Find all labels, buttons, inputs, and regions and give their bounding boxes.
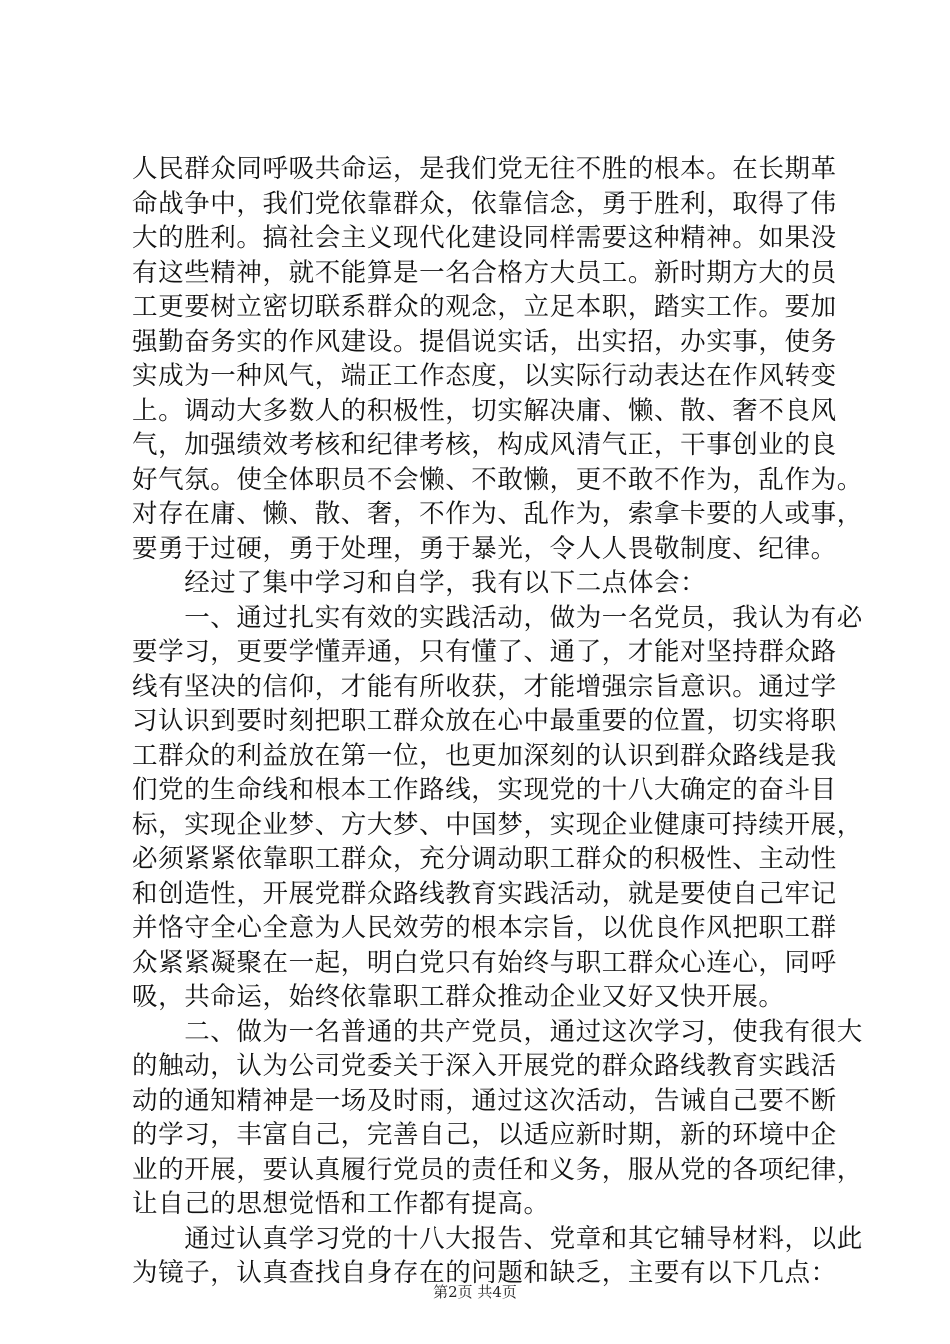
text-line: 吸，共命运，始终依靠职工群众推动企业又好又快开展。 bbox=[132, 982, 785, 1012]
text-line: 业的开展，要认真履行党员的责任和义务，服从党的各项纪律， bbox=[132, 1154, 863, 1185]
text-line: 二、做为一名普通的共产党员，通过这次学习，使我有很大 bbox=[132, 1016, 863, 1047]
text-line: 对存在庸、懒、散、奢，不作为、乱作为，索拿卡要的人或事， bbox=[132, 499, 863, 529]
text-line: 强勤奋务实的作风建设。提倡说实话，出实招，办实事，使务 bbox=[132, 326, 837, 357]
text-line: 的学习，丰富自己，完善自己，以适应新时期，新的环境中企 bbox=[132, 1120, 837, 1150]
text-line: 要学习，更要学懂弄通，只有懂了、通了，才能对坚持群众路 bbox=[132, 637, 837, 667]
text-line: 的触动，认为公司党委关于深入开展党的群众路线教育实践活 bbox=[132, 1051, 837, 1081]
text-line: 们党的生命线和根本工作路线，实现党的十八大确定的奋斗目 bbox=[132, 775, 837, 805]
text-line: 通过认真学习党的十八大报告、党章和其它辅导材料，以此 bbox=[132, 1223, 863, 1254]
text-line: 大的胜利。搞社会主义现代化建设同样需要这种精神。如果没 bbox=[132, 223, 837, 253]
page-number-footer: 第2页 共4页 bbox=[433, 1283, 517, 1301]
text-line: 要勇于过硬，勇于处理，勇于暴光，令人人畏敬制度、纪律。 bbox=[132, 533, 837, 564]
body-text bbox=[132, 152, 863, 1291]
text-line: 标，实现企业梦、方大梦、中国梦，实现企业健康可持续开展， bbox=[132, 809, 863, 840]
text-line: 线有坚决的信仰，才能有所收获，才能增强宗旨意识。通过学 bbox=[132, 671, 837, 702]
text-line: 让自己的思想觉悟和工作都有提高。 bbox=[132, 1189, 550, 1219]
text-line: 经过了集中学习和自学，我有以下二点体会： bbox=[132, 568, 707, 598]
text-line: 工更要树立密切联系群众的观念，立足本职，踏实工作。要加 bbox=[132, 292, 837, 322]
text-line: 气，加强绩效考核和纪律考核，构成风清气正，干事创业的良 bbox=[132, 430, 837, 460]
text-line: 实成为一种风气，端正工作态度，以实际行动表达在作风转变 bbox=[132, 361, 837, 391]
text-line: 一、通过扎实有效的实践活动，做为一名党员，我认为有必 bbox=[132, 602, 863, 633]
text-line: 为镜子，认真查找自身存在的问题和缺乏，主要有以下几点： bbox=[132, 1258, 837, 1288]
text-line: 命战争中，我们党依靠群众，依靠信念，勇于胜利，取得了伟 bbox=[132, 188, 837, 219]
text-line: 好气氛。使全体职员不会懒、不敢懒，更不敢不作为，乱作为。 bbox=[132, 464, 863, 495]
text-line: 必须紧紧依靠职工群众，充分调动职工群众的积极性、主动性 bbox=[132, 844, 837, 874]
text-line: 上。调动大多数人的积极性，切实解决庸、懒、散、奢不良风 bbox=[132, 395, 837, 426]
text-line: 习认识到要时刻把职工群众放在心中最重要的位置，切实将职 bbox=[132, 706, 837, 736]
text-line: 众紧紧凝聚在一起，明白党只有始终与职工群众心连心，同呼 bbox=[132, 947, 837, 978]
text-line: 并恪守全心全意为人民效劳的根本宗旨，以优良作风把职工群 bbox=[132, 913, 837, 943]
text-line: 和创造性，开展党群众路线教育实践活动，就是要使自己牢记 bbox=[132, 878, 837, 909]
text-line: 动的通知精神是一场及时雨，通过这次活动，告诫自己要不断 bbox=[132, 1085, 837, 1116]
text-line: 人民群众同呼吸共命运，是我们党无往不胜的根本。在长期革 bbox=[132, 154, 837, 184]
text-line: 工群众的利益放在第一位，也更加深刻的认识到群众路线是我 bbox=[132, 740, 837, 771]
text-line: 有这些精神，就不能算是一名合格方大员工。新时期方大的员 bbox=[132, 257, 837, 288]
